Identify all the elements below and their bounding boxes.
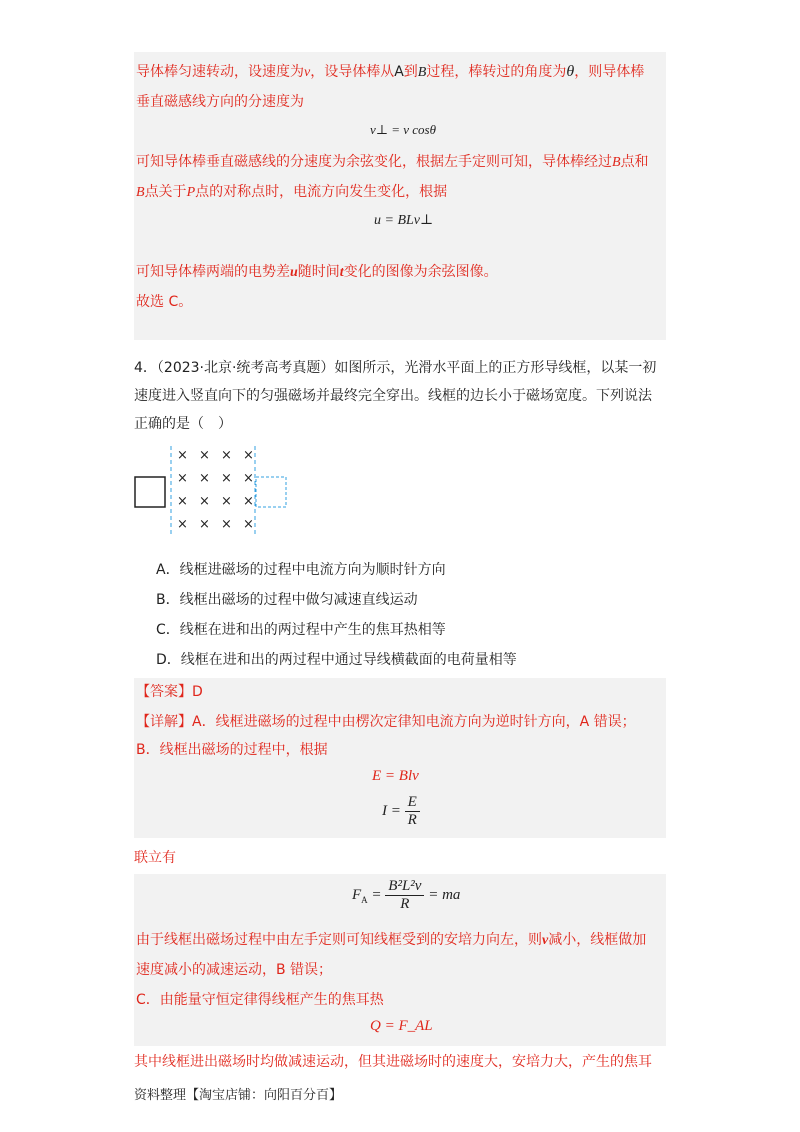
answer-block bbox=[134, 678, 666, 838]
detail-line: C．由能量守恒定律得线框产生的焦耳热 bbox=[136, 992, 384, 1008]
detail-line: B．线框出磁场的过程中，根据 bbox=[136, 742, 328, 758]
var-u: u bbox=[290, 265, 298, 280]
option-b: B．线框出磁场的过程中做匀减速直线运动 bbox=[156, 592, 418, 608]
option-d: D．线框在进和出的两过程中通过导线横截面的电荷量相等 bbox=[156, 652, 517, 668]
solution-line: 故选 C。 bbox=[136, 294, 193, 310]
text: 可知导体棒垂直磁感线的分速度为余弦变化，根据左手定则可知，导体棒经过 bbox=[136, 154, 612, 170]
field-x-mark: × bbox=[221, 494, 232, 509]
option-c: C．线框在进和出的两过程中产生的焦耳热相等 bbox=[156, 622, 446, 638]
text: 到 bbox=[403, 64, 418, 80]
detail-line bbox=[136, 930, 646, 951]
fraction bbox=[405, 794, 420, 829]
point-a: A bbox=[394, 64, 404, 80]
text: 随时间 bbox=[297, 264, 340, 280]
formula-v-perp: v⊥ = v cosθ bbox=[370, 122, 437, 137]
field-x-mark: × bbox=[177, 517, 188, 532]
field-x-mark: × bbox=[221, 471, 232, 486]
subscript: A bbox=[361, 894, 368, 905]
text: 导体棒匀速转动，设速度为 bbox=[136, 64, 304, 80]
answer-label: 【答案】D bbox=[136, 684, 203, 700]
text: A．线框进磁场的过程中由楞次定律知电流方向为逆时针方向，A 错误； bbox=[192, 714, 636, 730]
square-frame-dashed bbox=[256, 477, 286, 507]
option-a: A．线框进磁场的过程中电流方向为顺时针方向 bbox=[156, 562, 446, 578]
question-line: 4．（2023·北京·统考高考真题）如图所示，光滑水平面上的正方形导线框，以某一初 bbox=[134, 360, 657, 376]
solution-line bbox=[136, 182, 447, 203]
solution-line bbox=[136, 152, 649, 173]
solution-line bbox=[136, 262, 498, 283]
numerator: B²L²v bbox=[385, 878, 424, 896]
text: ，设导体棒从 bbox=[310, 64, 395, 80]
field-x-mark: × bbox=[243, 448, 254, 463]
formula-u: u = BLv⊥ bbox=[374, 213, 434, 228]
lian-li-you: 联立有 bbox=[134, 850, 176, 866]
var-v: v bbox=[542, 933, 549, 948]
field-x-mark: × bbox=[199, 471, 210, 486]
field-x-mark: × bbox=[243, 517, 254, 532]
text: 点的对称点时，电流方向发生变化，根据 bbox=[195, 184, 448, 200]
formula-q: Q = F_AL bbox=[370, 1018, 433, 1034]
text: 减小，线框做加 bbox=[548, 932, 647, 948]
solution-block-top bbox=[134, 52, 666, 340]
var-t: t bbox=[339, 265, 344, 280]
formula-i bbox=[382, 794, 420, 829]
point-b: B bbox=[417, 65, 427, 80]
answer-block-lower bbox=[134, 924, 666, 1046]
var-theta: θ bbox=[566, 63, 575, 80]
field-x-mark: × bbox=[177, 448, 188, 463]
question-line: 正确的是（ ） bbox=[134, 416, 232, 432]
point-b: B bbox=[612, 155, 621, 170]
text: 变化的图像为余弦图像。 bbox=[343, 264, 498, 280]
field-x-mark: × bbox=[243, 494, 254, 509]
text: 过程，棒转过的角度为 bbox=[426, 64, 567, 80]
var-v: v bbox=[304, 65, 311, 80]
field-x-mark: × bbox=[199, 448, 210, 463]
text: 点和 bbox=[620, 154, 649, 170]
field-x-mark: × bbox=[221, 448, 232, 463]
text: 由于线框出磁场过程中由左手定则可知线框受到的安培力向左，则 bbox=[136, 932, 542, 948]
detail-line bbox=[136, 712, 636, 732]
formula-block bbox=[134, 874, 666, 924]
text: F bbox=[352, 886, 362, 903]
magnetic-field-figure bbox=[134, 446, 294, 538]
formula-e: E = Blv bbox=[372, 768, 419, 784]
text: = ma bbox=[428, 886, 461, 903]
detail-line: 其中线框进出磁场时均做减速运动，但其进磁场时的速度大，安培力大，产生的焦耳 bbox=[134, 1054, 652, 1070]
text: I = bbox=[382, 802, 401, 819]
field-marks bbox=[177, 448, 254, 532]
field-x-mark: × bbox=[221, 517, 232, 532]
field-x-mark: × bbox=[177, 471, 188, 486]
figure-svg bbox=[134, 446, 294, 538]
solution-line bbox=[136, 62, 644, 83]
text: = bbox=[371, 886, 382, 903]
field-x-mark: × bbox=[243, 471, 254, 486]
text: 点关于 bbox=[144, 184, 187, 200]
point-p: P bbox=[186, 185, 196, 200]
point-b: B bbox=[136, 185, 145, 200]
text: 可知导体棒两端的电势差 bbox=[136, 264, 290, 280]
square-frame bbox=[135, 477, 165, 507]
question-line: 速度进入竖直向下的匀强磁场并最终完全穿出。线框的边长小于磁场宽度。下列说法 bbox=[134, 388, 652, 404]
denominator: R bbox=[407, 812, 417, 828]
field-x-mark: × bbox=[199, 517, 210, 532]
field-x-mark: × bbox=[199, 494, 210, 509]
detail-line: 速度减小的减速运动，B 错误； bbox=[136, 962, 333, 978]
text: ，则导体棒 bbox=[574, 64, 645, 80]
field-x-mark: × bbox=[177, 494, 188, 509]
denominator: R bbox=[400, 896, 410, 912]
footer: 资料整理【淘宝店铺：向阳百分百】 bbox=[134, 1088, 343, 1103]
fraction bbox=[385, 878, 424, 913]
numerator: E bbox=[405, 794, 420, 812]
detail-label: 【详解】 bbox=[136, 714, 192, 730]
solution-line: 垂直磁感线方向的分速度为 bbox=[136, 94, 304, 110]
formula-f bbox=[352, 878, 460, 913]
